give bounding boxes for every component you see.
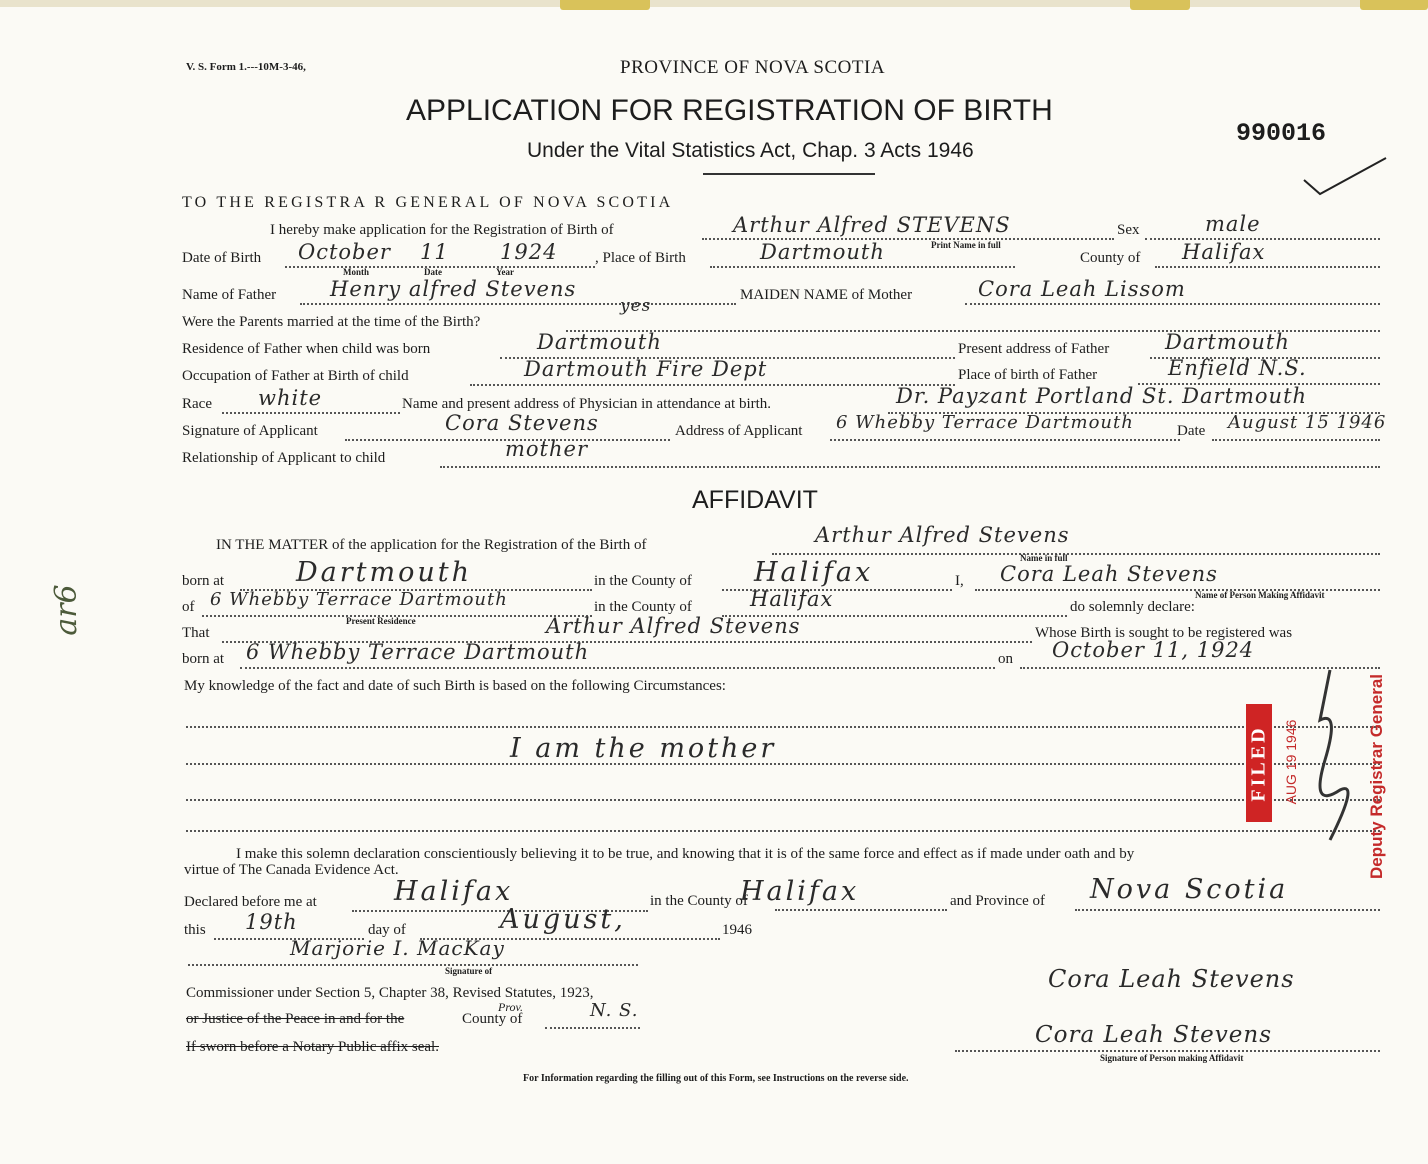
i-label: I, xyxy=(955,573,964,589)
stamp-date: AUG 19 1946 xyxy=(1283,719,1299,805)
county-3-label: in the County of xyxy=(650,893,748,909)
tape-mark xyxy=(1130,0,1190,10)
tape-mark xyxy=(560,0,650,10)
paper-top-edge xyxy=(0,0,1428,7)
deponent-caption: Name of Person Making Affidavit xyxy=(1195,590,1325,600)
signature-of-caption: Signature of xyxy=(445,966,493,976)
checkmark-icon xyxy=(1300,150,1390,200)
tape-mark xyxy=(1360,0,1428,10)
whose-birth-label: Whose Birth is sought to be registered was xyxy=(1035,625,1293,641)
application-date-value: August 15 1946 xyxy=(1228,412,1387,433)
relationship-value: mother xyxy=(505,437,588,461)
county-4-label: County of xyxy=(462,1011,523,1027)
place-label: , Place of Birth xyxy=(595,250,686,266)
physician-label: Name and present address of Physician in attendance at birth. xyxy=(402,396,772,412)
of-label: of xyxy=(182,599,195,615)
justice-struck: or Justice of the Peace in and for the xyxy=(186,1011,405,1027)
notary-struck: If sworn before a Notary Public affix seal. xyxy=(186,1039,439,1055)
declaration-text-2: virtue of The Canada Evidence Act. xyxy=(184,862,399,878)
this-label: this xyxy=(184,922,206,938)
filed-stamp: FILED xyxy=(1246,704,1272,822)
stamp-office: Deputy Registrar General xyxy=(1367,673,1386,879)
deponent-signature-caption: Signature of Person making Affidavit xyxy=(1100,1053,1244,1063)
commissioner-line: Commissioner under Section 5, Chapter 38, Revised Statutes, 1923, xyxy=(186,985,594,1001)
married-label: Were the Parents married at the time of the Birth? xyxy=(182,314,481,330)
born-on-value: October 11, 1924 xyxy=(1052,638,1255,662)
born-at-label: born at xyxy=(182,573,225,589)
race-value: white xyxy=(258,386,323,410)
that-label: That xyxy=(182,625,210,641)
deponent-signature-1: Cora Leah Stevens xyxy=(1048,965,1295,993)
born-at-label-2: born at xyxy=(182,651,225,667)
county-2-value: Halifax xyxy=(750,587,834,611)
residence-value: Dartmouth xyxy=(537,330,662,354)
dob-label: Date of Birth xyxy=(182,250,262,266)
affidavit-heading: AFFIDAVIT xyxy=(692,486,818,514)
commissioner-signature: Marjorie I. MacKay xyxy=(290,936,505,960)
prov-note: Prov. xyxy=(498,1000,523,1014)
mother-maiden-name: Cora Leah Lissom xyxy=(978,277,1186,301)
print-name-label: Print Name in full xyxy=(931,240,1001,250)
born-at-value: Dartmouth xyxy=(296,557,472,588)
present-address-label: Present address of Father xyxy=(958,341,1110,357)
date-caption: Date xyxy=(424,267,442,277)
father-label: Name of Father xyxy=(182,287,277,303)
county-4-value: N. S. xyxy=(590,1000,639,1021)
applicant-address-label: Address of Applicant xyxy=(675,423,803,439)
present-address-value: Dartmouth xyxy=(1165,330,1290,354)
deponent-signature-2: Cora Leah Stevens xyxy=(1035,1022,1273,1048)
month-value: August, xyxy=(500,904,626,935)
relationship-label: Relationship of Applicant to child xyxy=(182,450,386,466)
of-residence: 6 Whebby Terrace Dartmouth xyxy=(210,589,508,610)
addressee: TO THE REGISTRA R GENERAL OF NOVA SCOTIA xyxy=(182,194,674,211)
knowledge-label: My knowledge of the fact and date of such Birth is based on the following Circumstances: xyxy=(184,678,726,694)
registration-number: 990016 xyxy=(1236,119,1327,148)
footer-note: For Information regarding the filling out of this Form, see Instructions on the reverse side. xyxy=(523,1073,909,1084)
on-label: on xyxy=(998,651,1013,667)
dob-month: October xyxy=(298,240,391,264)
present-residence-caption: Present Residence xyxy=(346,616,416,626)
applicant-address-value: 6 Whebby Terrace Dartmouth xyxy=(836,412,1134,433)
county-1-value: Halifax xyxy=(754,557,874,588)
handwritten-initials-icon xyxy=(1300,660,1380,860)
dob-year: 1924 xyxy=(500,240,558,264)
month-caption: Month xyxy=(343,267,370,277)
form-subtitle: Under the Vital Statistics Act, Chap. 3 Acts 1946 xyxy=(527,139,974,162)
sex-value: male xyxy=(1205,212,1261,236)
county-3-value: Halifax xyxy=(740,876,860,907)
year-value: 1946 xyxy=(722,922,752,938)
race-label: Race xyxy=(182,396,212,412)
application-date-label: Date xyxy=(1177,423,1206,439)
born-at-2-value: 6 Whebby Terrace Dartmouth xyxy=(246,640,590,664)
married-value: yes xyxy=(620,296,652,316)
province-label: and Province of xyxy=(950,893,1045,909)
year-caption: Year xyxy=(496,267,514,277)
form-title: APPLICATION FOR REGISTRATION OF BIRTH xyxy=(406,94,1053,127)
father-name: Henry alfred Stevens xyxy=(330,277,577,301)
margin-note: ar6 xyxy=(49,584,84,636)
father-birthplace-label: Place of birth of Father xyxy=(958,367,1098,383)
matter-name: Arthur Alfred Stevens xyxy=(815,523,1070,547)
day-value: 19th xyxy=(245,910,298,934)
physician-value: Dr. Payzant Portland St. Dartmouth xyxy=(896,384,1308,408)
declaration-text: I make this solemn declaration conscientiously believing it to be true, and knowing that it is of the same force and effect as if made under oath and by xyxy=(236,846,1135,862)
day-of-label: day of xyxy=(368,922,406,938)
declared-at-value: Halifax xyxy=(394,876,514,907)
in-county-label-2: in the County of xyxy=(594,599,692,615)
sex-label: Sex xyxy=(1117,222,1140,238)
title-rule xyxy=(703,173,875,175)
in-county-label: in the County of xyxy=(594,573,692,589)
apply-label: I hereby make application for the Registration of Birth of xyxy=(270,222,614,238)
occupation-label: Occupation of Father at Birth of child xyxy=(182,368,409,384)
mother-label: MAIDEN NAME of Mother xyxy=(740,287,913,303)
form-code: V. S. Form 1.---10M-3-46, xyxy=(186,61,306,73)
name-in-full-caption: Name in full xyxy=(1020,553,1068,563)
deponent-name: Cora Leah Stevens xyxy=(1000,562,1218,586)
signature-label: Signature of Applicant xyxy=(182,423,318,439)
child-name: Arthur Alfred STEVENS xyxy=(733,213,1011,237)
applicant-signature: Cora Stevens xyxy=(445,411,599,435)
circumstance-text: I am the mother xyxy=(510,733,777,764)
that-name: Arthur Alfred Stevens xyxy=(546,614,801,638)
county-value: Halifax xyxy=(1182,240,1266,264)
matter-label: IN THE MATTER of the application for the Registration of the Birth of xyxy=(216,537,647,553)
father-birthplace-value: Enfield N.S. xyxy=(1168,356,1307,380)
province-heading: PROVINCE OF NOVA SCOTIA xyxy=(620,57,886,78)
county-label: County of xyxy=(1080,250,1141,266)
place-of-birth: Dartmouth xyxy=(760,240,885,264)
residence-label: Residence of Father when child was born xyxy=(182,341,431,357)
province-value: Nova Scotia xyxy=(1090,874,1289,905)
declare-label: do solemnly declare: xyxy=(1070,599,1195,615)
dob-date: 11 xyxy=(420,240,449,264)
occupation-value: Dartmouth Fire Dept xyxy=(524,357,768,381)
declared-at-label: Declared before me at xyxy=(184,894,317,910)
